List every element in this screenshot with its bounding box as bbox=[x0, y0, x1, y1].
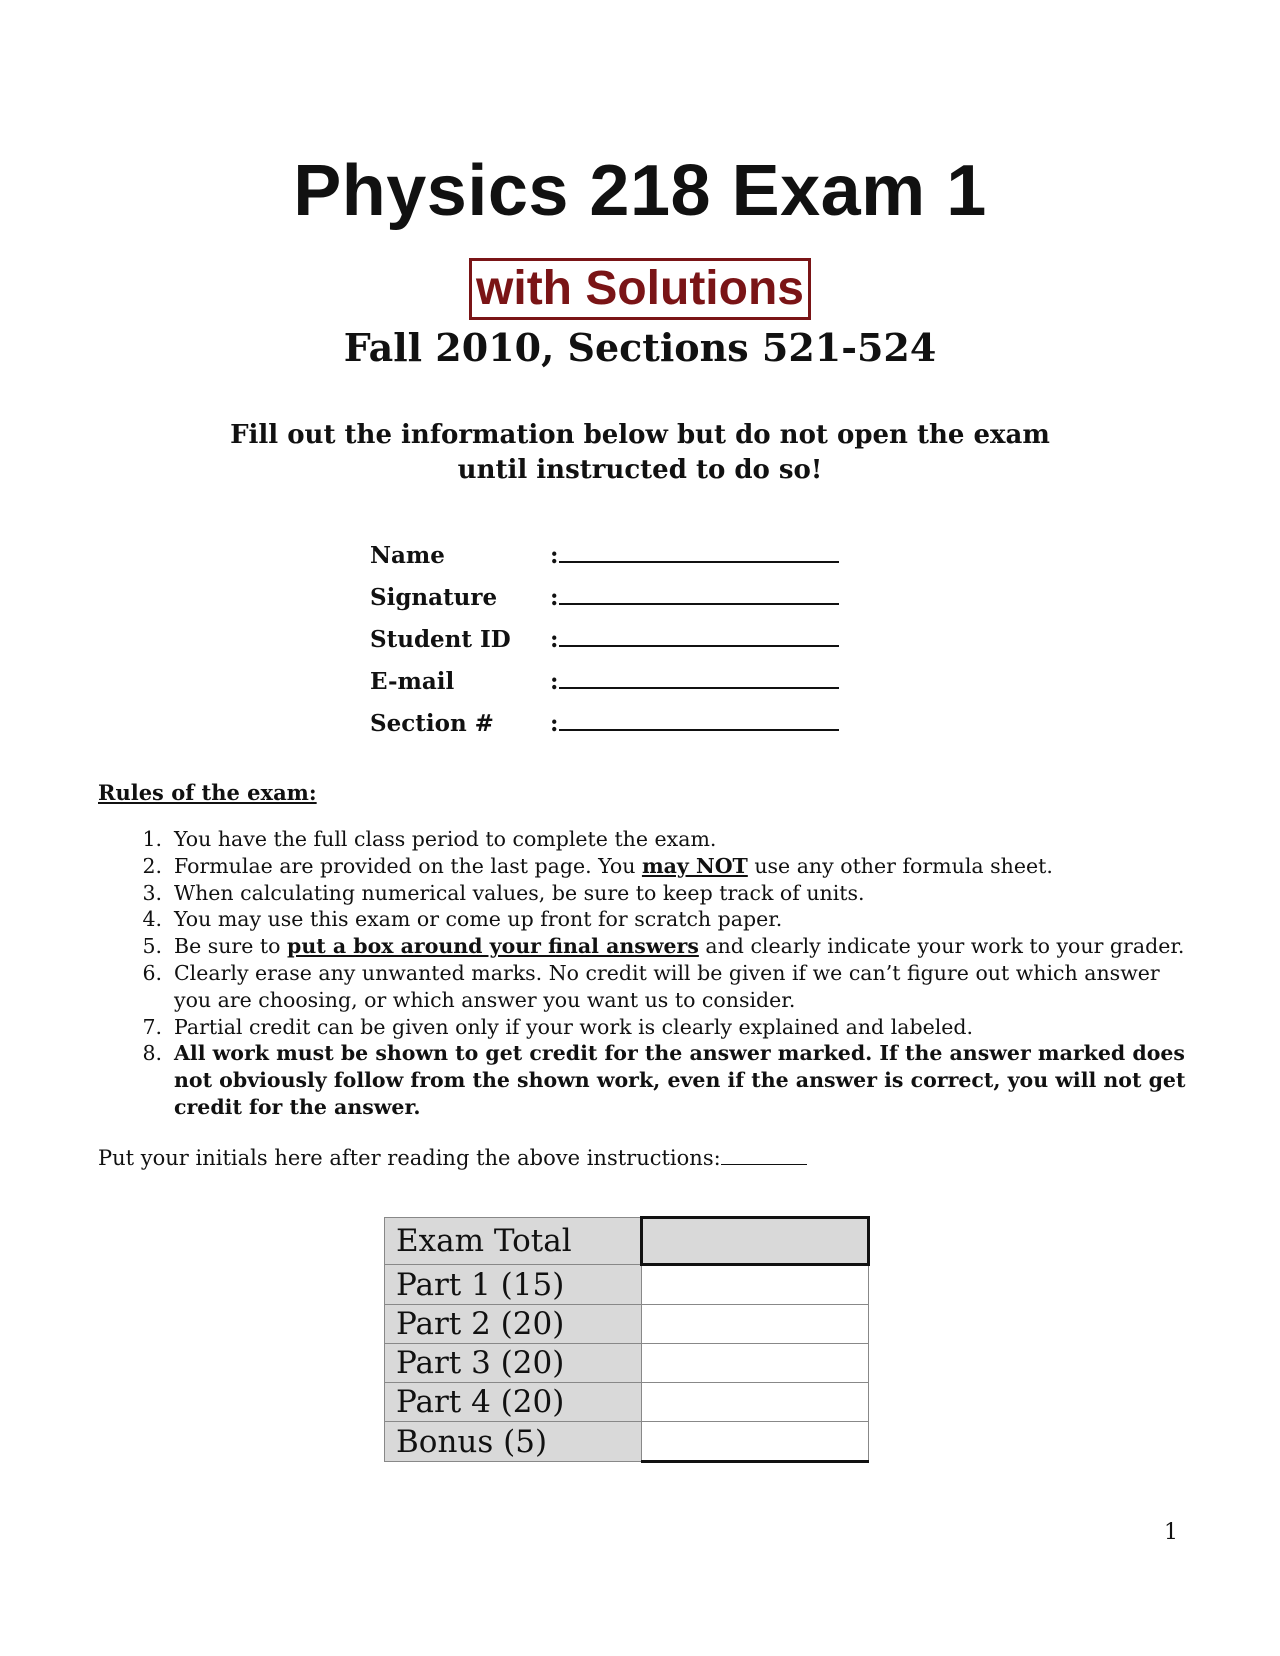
student-id-blank[interactable] bbox=[559, 631, 839, 647]
score-table bbox=[384, 1216, 870, 1463]
rule-item: 8. All work must be shown to get credit for the answer marked. If the answer marked does not obviously follow from the shown work, even if the answer is correct, you will not get credit for the answer. bbox=[142, 1041, 1186, 1119]
score-cell[interactable] bbox=[642, 1383, 869, 1422]
page-number: 1 bbox=[1164, 1520, 1178, 1545]
field-section[interactable] bbox=[370, 710, 839, 737]
initials-line bbox=[98, 1146, 807, 1170]
rule-item: 6. Clearly erase any unwanted marks. No credit will be given if we can’t figure out which answer you are choosing, or which answer you want us to consider. bbox=[142, 960, 1160, 1012]
field-email[interactable] bbox=[370, 668, 839, 695]
rules-list bbox=[130, 826, 1200, 1121]
solutions-tag: with Solutions bbox=[469, 258, 811, 320]
field-label: Student ID bbox=[370, 626, 511, 653]
opening-instructions bbox=[0, 418, 1280, 488]
field-signature[interactable] bbox=[370, 584, 839, 611]
rule-item: 4. You may use this exam or come up front for scratch paper. bbox=[142, 907, 783, 932]
section-blank[interactable] bbox=[559, 715, 839, 731]
initials-blank[interactable] bbox=[721, 1148, 807, 1165]
field-label: Signature bbox=[370, 584, 498, 611]
score-cell[interactable] bbox=[642, 1265, 869, 1305]
emphasis-text: put a box around your final answers bbox=[286, 934, 699, 959]
rule-item: 5. Be sure to put a box around your final answers and clearly indicate your work to your grader. bbox=[142, 934, 1185, 959]
score-cell[interactable] bbox=[642, 1344, 869, 1383]
table-row bbox=[385, 1383, 869, 1422]
exam-title: Physics 218 Exam 1 bbox=[293, 151, 987, 231]
exam-total-label: Exam Total bbox=[385, 1218, 642, 1265]
initials-prompt: Put your initials here after reading the above instructions: bbox=[98, 1146, 721, 1170]
part-label: Bonus (5) bbox=[385, 1422, 642, 1462]
solutions-tag-wrap bbox=[0, 258, 1280, 320]
rules-heading: Rules of the exam: bbox=[98, 780, 317, 805]
emphasis-text: may NOT bbox=[641, 853, 748, 878]
field-separator: : bbox=[550, 542, 559, 569]
instruction-line-2: until instructed to do so! bbox=[457, 455, 823, 485]
part-label: Part 1 (15) bbox=[385, 1265, 642, 1305]
part-label: Part 3 (20) bbox=[385, 1344, 642, 1383]
name-blank[interactable] bbox=[559, 547, 839, 563]
rule-item: 2. Formulae are provided on the last page. You may NOT use any other formula sheet. bbox=[142, 853, 1053, 878]
table-row bbox=[385, 1344, 869, 1383]
score-cell[interactable] bbox=[642, 1305, 869, 1344]
field-label: Name bbox=[370, 542, 445, 569]
table-row bbox=[385, 1218, 869, 1265]
field-label: E-mail bbox=[370, 668, 455, 695]
part-label: Part 4 (20) bbox=[385, 1383, 642, 1422]
rule-item: 1. You have the full class period to complete the exam. bbox=[142, 827, 717, 851]
rule-item: 7. Partial credit can be given only if your work is clearly explained and labeled. bbox=[142, 1014, 974, 1039]
exam-subtitle: Fall 2010, Sections 521-524 bbox=[343, 325, 937, 370]
part-label: Part 2 (20) bbox=[385, 1305, 642, 1344]
field-name[interactable] bbox=[370, 542, 839, 569]
exam-total-cell[interactable] bbox=[642, 1218, 869, 1265]
field-separator: : bbox=[550, 626, 559, 653]
field-label: Section # bbox=[370, 710, 494, 737]
email-blank[interactable] bbox=[559, 673, 839, 689]
table-row bbox=[385, 1305, 869, 1344]
field-separator: : bbox=[550, 584, 559, 611]
field-separator: : bbox=[550, 710, 559, 737]
instruction-line-1: Fill out the information below but do not open the exam bbox=[230, 420, 1050, 450]
score-cell[interactable] bbox=[642, 1422, 869, 1462]
signature-blank[interactable] bbox=[559, 589, 839, 605]
field-separator: : bbox=[550, 668, 559, 695]
rule-item: 3. When calculating numerical values, be sure to keep track of units. bbox=[142, 880, 865, 905]
field-student-id[interactable] bbox=[370, 626, 839, 653]
table-row bbox=[385, 1422, 869, 1462]
table-row bbox=[385, 1265, 869, 1305]
